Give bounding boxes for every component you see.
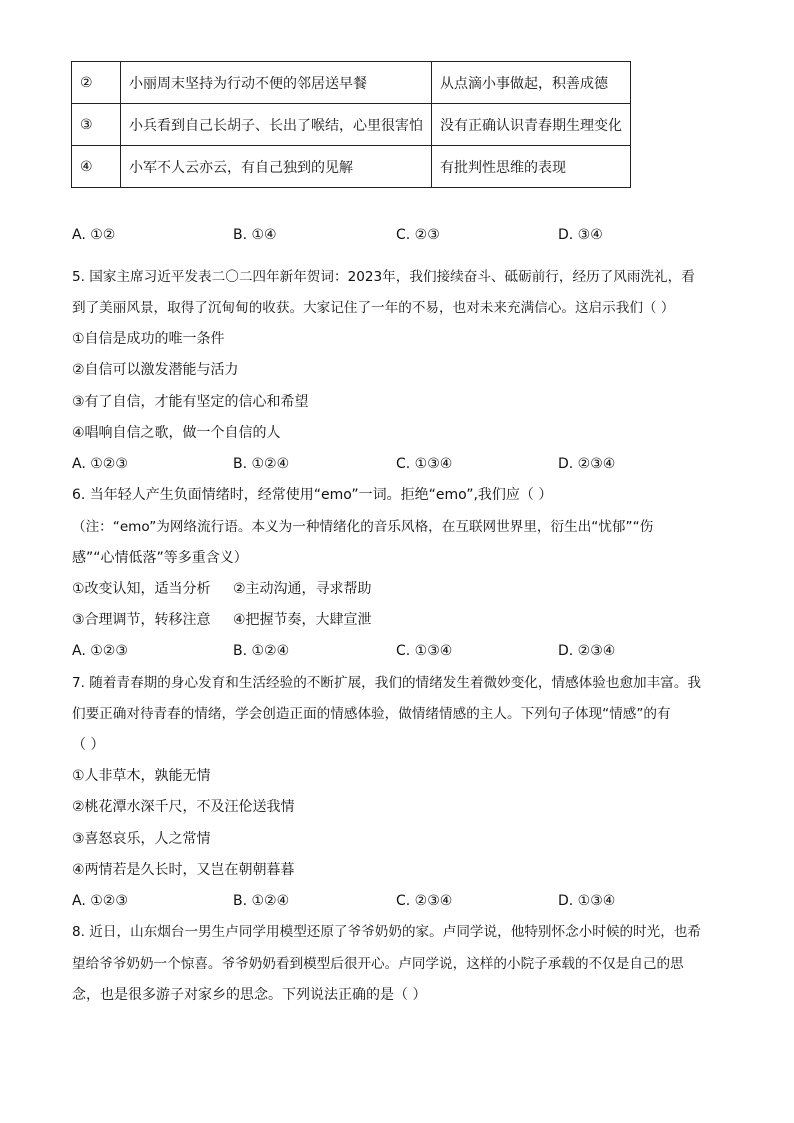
table-cell-num: ④ [72,146,121,188]
table-cell-meaning: 从点滴小事做起，积善成德 [432,62,631,104]
q5-item-1: ①自信是成功的唯一条件 [72,331,225,347]
table-cell-meaning: 有批判性思维的表现 [432,146,631,188]
q5-choice-d: D. ②③④ [558,456,616,472]
q6-choice-d: D. ②③④ [558,643,616,659]
q6-choice-a: A. ①②③ [72,643,128,659]
q8-stem-line3: 念，也是很多游子对家乡的思念。下列说法正确的是（ ） [72,987,427,1003]
table-cell-desc: 小丽周末坚持为行动不便的邻居送早餐 [121,62,432,104]
q5-choice-a: A. ①②③ [72,456,128,472]
q7-item-4: ④两情若是久长时，又岂在朝朝暮暮 [72,862,295,878]
q5-choice-b: B. ①②④ [233,456,290,472]
q7-item-2: ②桃花潭水深千尺，不及汪伦送我情 [72,799,295,815]
q7-stem-line2: 们要正确对待青春的情绪，学会创造正面的情感体验，做情绪情感的主人。下列句子体现“情感”的有 [72,706,671,722]
table-row [72,146,631,188]
q5-stem-line2: 到了美丽风景，取得了沉甸甸的收获。大家记住了一年的不易，也对未来充满信心。这启示我们（ ） [72,300,675,316]
q5-stem-line1: 5. 国家主席习近平发表二〇二四年新年贺词：2023年，我们接续奋斗、砥砺前行，经历了风雨洗礼，看 [72,269,695,285]
table-cell-meaning: 没有正确认识青春期生理变化 [432,104,631,146]
q4-choice-a: A. ①② [72,227,116,243]
q6-note-line1: （注：“emo”为网络流行语。本义为一种情绪化的音乐风格，在互联网世界里，衍生出“忧郁”“伤 [72,519,654,535]
q7-choice-c: C. ②③④ [396,893,453,909]
q6-item-2: ②主动沟通，寻求帮助 [233,581,372,597]
q8-stem-line1: 8. 近日，山东烟台一男生卢同学用模型还原了爷爷奶奶的家。卢同学说，他特别怀念小时候的时光，也希 [72,924,702,940]
q7-stem-line3: （ ） [72,737,105,753]
q5-item-4: ④唱响自信之歌，做一个自信的人 [72,425,281,441]
q7-choice-a: A. ①②③ [72,893,128,909]
table-row [72,62,631,104]
q7-choice-b: B. ①②④ [233,893,290,909]
q4-choice-c: C. ②③ [396,227,440,243]
q6-note-line2: 感”“心情低落”等多重含义） [72,550,248,566]
q6-item-3: ③合理调节，转移注意 [72,612,211,628]
q5-choice-c: C. ①③④ [396,456,453,472]
table-cell-num: ③ [72,104,121,146]
table-row [72,104,631,146]
q5-item-3: ③有了自信，才能有坚定的信心和希望 [72,394,309,410]
q6-choice-c: C. ①③④ [396,643,453,659]
q6-item-4: ④把握节奏，大肆宣泄 [233,612,372,628]
q8-stem-line2: 望给爷爷奶奶一个惊喜。爷爷奶奶看到模型后很开心。卢同学说，这样的小院子承载的不仅是自己的思 [72,956,684,972]
q6-item-1: ①改变认知，适当分析 [72,581,211,597]
table-cell-desc: 小军不人云亦云，有自己独到的见解 [121,146,432,188]
q7-item-3: ③喜怒哀乐，人之常情 [72,831,211,847]
q4-choice-d: D. ③④ [558,227,603,243]
table-cell-desc: 小兵看到自己长胡子、长出了喉结，心里很害怕 [121,104,432,146]
q7-choice-d: D. ①③④ [558,893,616,909]
q6-stem: 6. 当年轻人产生负面情绪时，经常使用“emo”一词。拒绝“emo”,我们应（ ） [72,487,553,503]
q7-item-1: ①人非草木，孰能无情 [72,768,211,784]
q5-item-2: ②自信可以激发潜能与活力 [72,362,239,378]
q7-stem-line1: 7. 随着青春期的身心发育和生活经验的不断扩展，我们的情绪发生着微妙变化，情感体验也愈加丰富。我 [72,675,702,691]
q4-choice-b: B. ①④ [233,227,277,243]
options-table [71,61,631,188]
table-cell-num: ② [72,62,121,104]
q6-choice-b: B. ①②④ [233,643,290,659]
